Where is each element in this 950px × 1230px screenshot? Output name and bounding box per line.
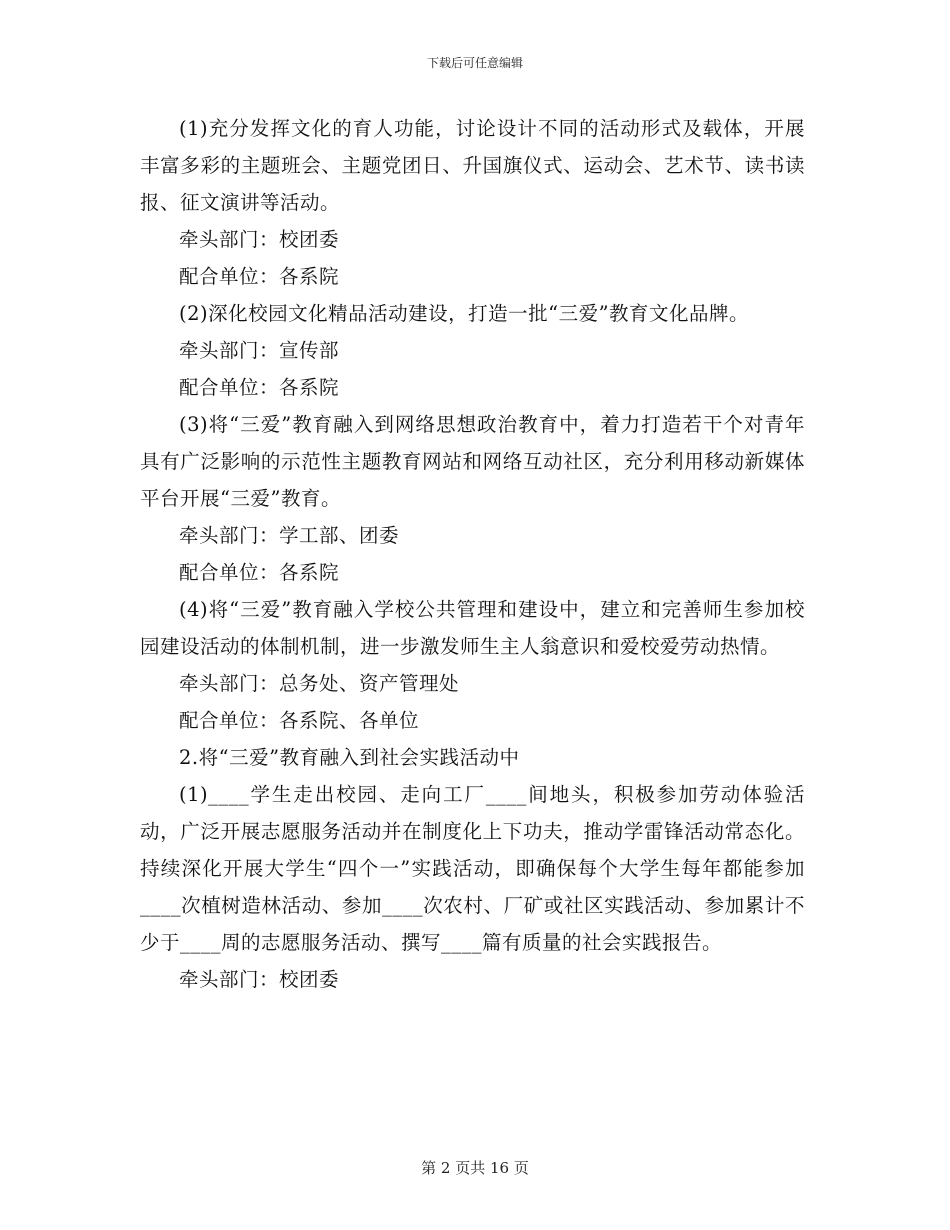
coop-unit-3: 配合单位：各系院	[179, 561, 340, 584]
paragraph-2-1: (1)____学生走出校园、走向工厂____间地头，积极参加劳动体验活动，广泛开展志愿服务活动并在制度化上下功夫，推动学雷锋活动常态化。持续深化开展大学生“四个一”实践活动，即确保每个大学生每年都能参加____次植树造林活动、参加____次农村、厂矿或社区实践活动、参加累计不少于____周的志愿服务活动、撰写____篇有质量的社会实践报告。	[140, 783, 805, 954]
coop-unit-4: 配合单位：各系院、各单位	[179, 709, 420, 732]
document-body	[140, 110, 805, 998]
page-number: 第 2 页共 16 页	[421, 1159, 529, 1177]
paragraph-1-2: (2)深化校园文化精品活动建设，打造一批“三爱”教育文化品牌。	[179, 302, 750, 325]
coop-unit-2: 配合单位：各系院	[179, 376, 340, 399]
section-heading-2: 2.将“三爱”教育融入到社会实践活动中	[179, 746, 520, 769]
lead-dept-2: 牵头部门：宣传部	[179, 339, 340, 362]
lead-dept-4: 牵头部门：总务处、资产管理处	[179, 672, 460, 695]
page-header: 下载后可任意编辑	[426, 56, 523, 70]
coop-unit-1: 配合单位：各系院	[179, 265, 340, 288]
paragraph-1-3: (3)将“三爱”教育融入到网络思想政治教育中，着力打造若干个对青年具有广泛影响的示范性主题教育网站和网络互动社区，充分利用移动新媒体平台开展“三爱”教育。	[140, 413, 805, 510]
lead-dept-3: 牵头部门：学工部、团委	[179, 524, 400, 547]
lead-dept-5: 牵头部门：校团委	[179, 968, 340, 991]
paragraph-1-4: (4)将“三爱”教育融入学校公共管理和建设中，建立和完善师生参加校园建设活动的体制机制，进一步激发师生主人翁意识和爱校爱劳动热情。	[140, 598, 805, 658]
paragraph-1-1: (1)充分发挥文化的育人功能，讨论设计不同的活动形式及载体，开展丰富多彩的主题班会、主题党团日、升国旗仪式、运动会、艺术节、读书读报、征文演讲等活动。	[140, 117, 805, 214]
lead-dept-1: 牵头部门：校团委	[179, 228, 340, 251]
